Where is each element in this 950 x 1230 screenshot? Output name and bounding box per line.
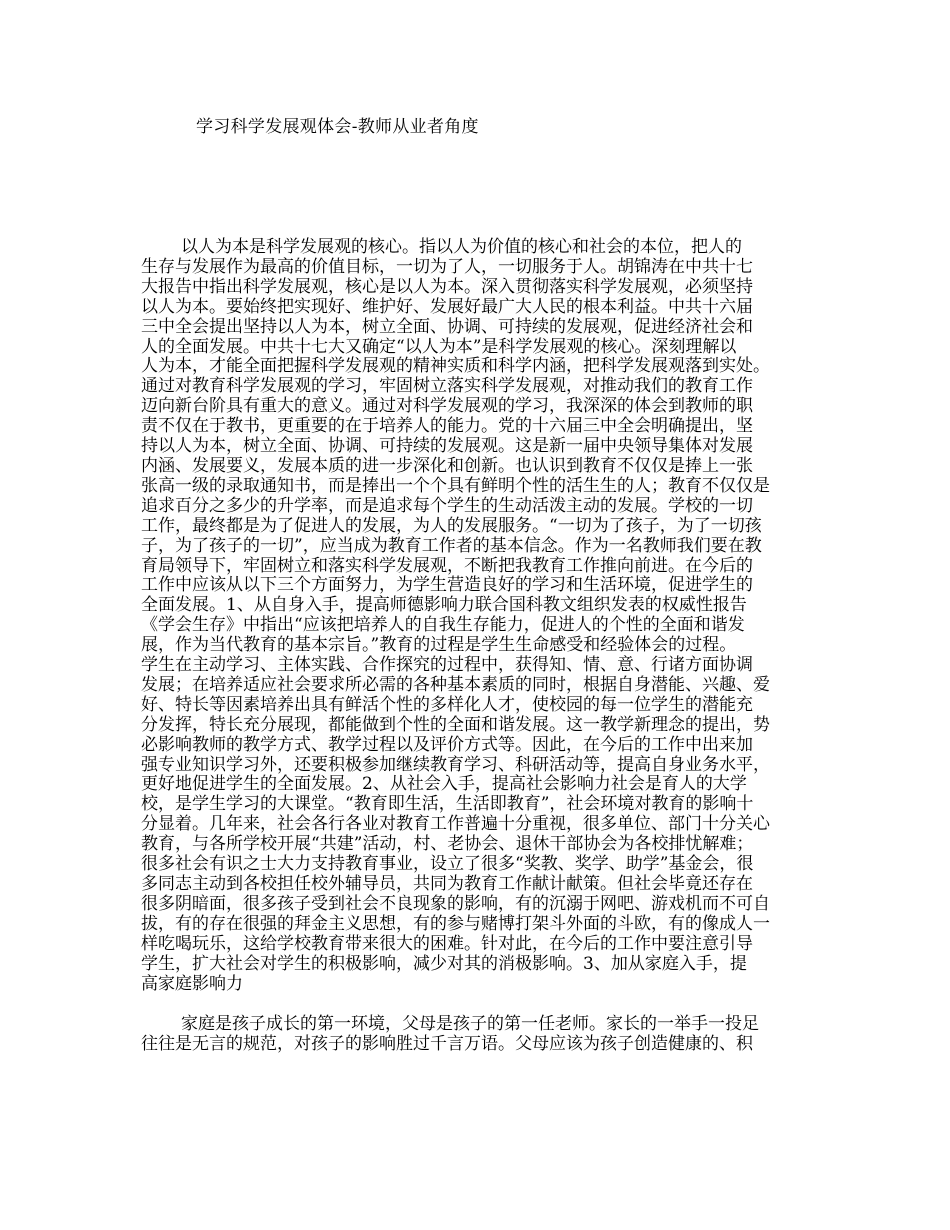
paragraph-gap: [141, 994, 821, 1015]
text-line: 校，是学生学习的大课堂。“教育即生活，生活即教育”，社会环境对教育的影响十: [141, 794, 754, 815]
text-line: 子，为了孩子的一切”，应当成为教育工作者的基本信念。作为一名教师我们要在教: [141, 535, 762, 556]
text-line: 持以人为本，树立全面、协调、可持续的发展观。这是新一届中央领导集体对发展: [141, 436, 753, 457]
text-line: 样吃喝玩乐，这给学校教育带来很大的困难。针对此，在今后的工作中要注意引导: [141, 933, 753, 954]
text-line: 家庭是孩子成长的第一环境，父母是孩子的第一任老师。家长的一举手一投足: [181, 1014, 759, 1035]
text-line: 分显着。几年来，社会各行各业对教育工作普遍十分重视，很多单位、部门十分关心: [141, 814, 770, 835]
text-line: 大报告中指出科学发展观，核心是以人为本。深入贯彻落实科学发展观，必须坚持: [141, 276, 753, 297]
text-line: 多同志主动到各校担任校外辅导员，共同为教育工作献计献策。但社会毕竟还存在: [141, 874, 753, 894]
text-line: 育局领导下，牢固树立和落实科学发展观，不断把我教育工作推向前进。在今后的: [141, 555, 753, 576]
text-line: 学生，扩大社会对学生的积极影响，减少对其的消极影响。3、加从家庭入手，提: [141, 953, 747, 974]
text-line: 全面发展。1、从自身入手，提高师德影响力联合国科教文组织发表的权威性报告: [141, 595, 747, 616]
text-line: 好、特长等因素培养出具有鲜活个性的多样化人才，使校园的每一位学生的潜能充: [141, 694, 753, 715]
text-line: 迈向新台阶具有重大的意义。通过对科学发展观的学习，我深深的体会到教师的职: [141, 396, 753, 417]
text-line: 很多社会有识之士大力支持教育事业，设立了很多“奖教、奖学、助学”基金会，很: [141, 854, 754, 875]
text-line: 三中全会提出坚持以人为本，树立全面、协调、可持续的发展观，促进经济社会和: [141, 316, 753, 337]
document-body: [141, 238, 821, 1055]
text-line: 学生在主动学习、主体实践、合作探究的过程中，获得知、情、意、行诸方面协调: [141, 655, 753, 676]
text-line: 张高一级的录取通知书，而是捧出一个个具有鲜明个性的活生生的人；教育不仅仅是: [141, 475, 770, 496]
text-line: 拔，有的存在很强的拜金主义思想，有的参与赌博打架斗外面的斗欧，有的像成人一: [141, 913, 770, 934]
text-line: 工作，最终都是为了促进人的发展，为人的发展服务。“一切为了孩子，为了一切孩: [141, 515, 762, 536]
text-line: 很多阴暗面，很多孩子受到社会不良现象的影响，有的沉溺于网吧、游戏机而不可自: [141, 893, 770, 914]
text-line: 人为本，才能全面把握科学发展观的精神实质和科学内涵，把科学发展观落到实处。: [141, 356, 770, 377]
text-line: 生存与发展作为最高的价值目标，一切为了人，一切服务于人。胡锦涛在中共十七: [141, 256, 753, 277]
text-line: 以人为本。要始终把实现好、维护好、发展好最广大人民的根本利益。中共十六届: [141, 296, 753, 317]
text-line: 发展；在培养适应社会要求所必需的各种基本素质的同时，根据自身潜能、兴趣、爱: [141, 674, 770, 695]
text-line: 分发挥，特长充分展现，都能做到个性的全面和谐发展。这一教学新理念的提出，势: [141, 714, 770, 735]
text-line: 追求百分之多少的升学率，而是追求每个学生的生动活泼主动的发展。学校的一切: [141, 495, 753, 516]
text-line: 高家庭影响力: [141, 973, 243, 994]
document-title: 学习科学发展观体会-教师从业者角度: [196, 117, 479, 137]
text-line: 更好地促进学生的全面发展。2、从社会入手，提高社会影响力社会是育人的大学: [141, 774, 747, 795]
text-line: 通过对教育科学发展观的学习，牢固树立落实科学发展观，对推动我们的教育工作: [141, 376, 753, 397]
text-line: 以人为本是科学发展观的核心。指以人为价值的核心和社会的本位，把人的: [181, 237, 742, 257]
text-line: 责不仅在于教书，更重要的在于培养人的能力。党的十六届三中全会明确提出，坚: [141, 416, 753, 437]
text-line: 《学会生存》中指出“应该把培养人的自我生存能力，促进人的个性的全面和谐发: [141, 615, 745, 636]
text-line: 工作中应该从以下三个方面努力，为学生营造良好的学习和生活环境，促进学生的: [141, 575, 753, 596]
paragraph-1: [141, 238, 821, 994]
text-line: 内涵、发展要义，发展本质的进一步深化和创新。也认识到教育不仅仅是捧上一张: [141, 455, 753, 476]
text-line: 人的全面发展。中共十七大又确定“以人为本”是科学发展观的核心。深刻理解以: [141, 336, 737, 357]
text-line: 教育，与各所学校开展“共建”活动，村、老协会、退休干部协会为各校排忧解难；: [141, 834, 754, 855]
text-line: 强专业知识学习外，还要积极参加继续教育学习、科研活动等，提高自身业务水平，: [141, 754, 770, 775]
text-line: 往往是无言的规范，对孩子的影响胜过千言万语。父母应该为孩子创造健康的、积: [141, 1034, 753, 1055]
paragraph-2: [141, 1015, 821, 1055]
text-line: 展，作为当代教育的基本宗旨。”教育的过程是学生生命感受和经验体会的过程。: [141, 635, 737, 656]
text-line: 必影响教师的教学方式、教学过程以及评价方式等。因此，在今后的工作中出来加: [141, 734, 753, 755]
